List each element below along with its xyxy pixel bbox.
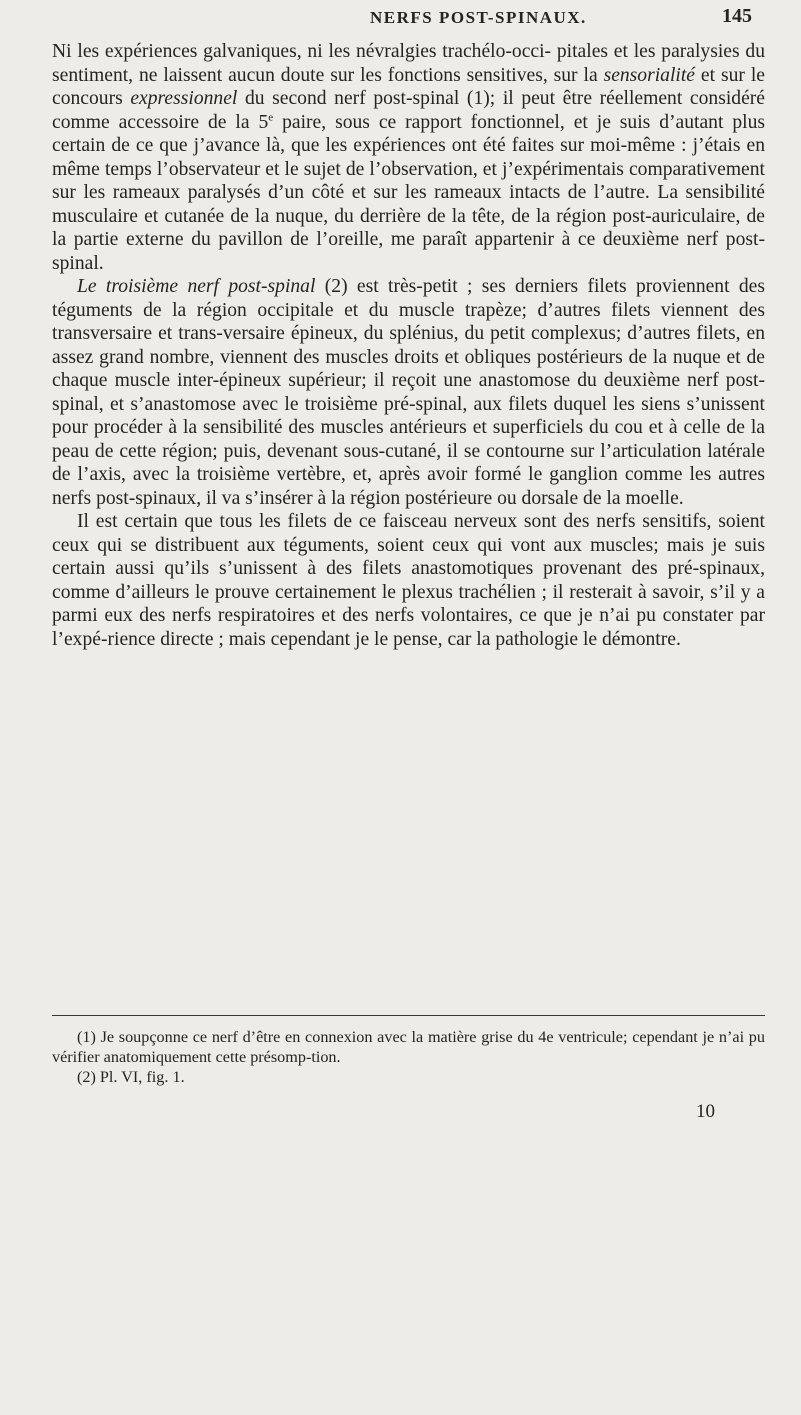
running-title: NERFS POST-SPINAUX. [370,8,587,27]
page-number: 145 [722,5,752,27]
page-header [0,0,801,40]
paragraph-2: Le troisième nerf post-spinal (2) est très-petit ; ses derniers filets proviennent des téguments de la région occipitale et du muscle trapèze; d’autres filets viennent des transversaire et trans-versaire épineux, du splénius, du petit complexus; d’autres filets, en assez grand nombre, viennent des muscles droits et obliques postérieurs de la nuque et de chaque muscle inter-épineux supérieur; il reçoit une anastomose du deuxième nerf post-spinal, et s’anastomose avec le troisième pré-spinal, aux filets duquel les siens s’unissent pour procéder à la sensibilité des muscles antérieurs et superficiels du cou et à celle de la peau de cette région; puis, devenant sous-cutané, il se contourne sur l’articulation latérale de l’axis, avec la troisième vertèbre, et, après avoir formé le ganglion comme les autres nerfs post-spinaux, il va s’insérer à la région postérieure ou dorsale de la moelle. [52,276,765,509]
footnote-2: (2) Pl. VI, fig. 1. [77,1068,185,1086]
footnote-divider [52,1015,765,1016]
signature-mark: 10 [696,1101,715,1122]
footnotes [52,1027,765,1087]
term-troisieme-nerf: Le troisième nerf post-spinal [77,276,316,297]
paragraph-3: Il est certain que tous les filets de ce faisceau nerveux sont des nerfs sensitifs, soient ceux qui se distribuent aux téguments, soient ceux qui vont aux muscles; mais je suis certain aussi qu’ils s’unissent à des filets anastomotiques provenant des pré-spinaux, comme d’ailleurs le prouve certainement le plexus trachélien ; il resterait à savoir, s’il y a parmi eux des nerfs respiratoires et des nerfs volontaires, ce que je n’ai pu constater par l’expé-rience directe ; mais cependant je le pense, car la pathologie le démontre. [52,511,765,650]
paragraph-1: Ni les expériences galvaniques, ni les névralgies trachélo-occi- pitales et les paralysies du sentiment, ne laissent aucun doute sur les fonctions sensitives, sur la sensorialité et sur le concours expressionnel du second nerf post-spinal (1); il peut être réellement considéré comme accessoire de la 5e paire, sous ce rapport fonctionnel, et je suis d’autant plus certain de ce que j’avance là, que les expériences ont été faites sur moi-même : j’étais en même temps l’observateur et le sujet de l’observation, et j’expérimentais comparativement sur les rameaux paralysés d’un côté et sur les rameaux intacts de l’autre. La sensibilité musculaire et cutanée de la nuque, du derrière de la tête, de la région post-auriculaire, de la partie externe du pavillon de l’oreille, me paraît appartenir à ce deuxième nerf post-spinal. [52,41,765,274]
body-text [52,40,765,651]
term-expressionnel: expressionnel [130,88,238,109]
footnote-1: (1) Je soupçonne ce nerf d’être en connexion avec la matière grise du 4e ventricule; cependant je n’ai pu vérifier anatomiquement cette présomp-tion. [52,1028,765,1066]
term-sensorialite: sensorialité [603,64,695,86]
